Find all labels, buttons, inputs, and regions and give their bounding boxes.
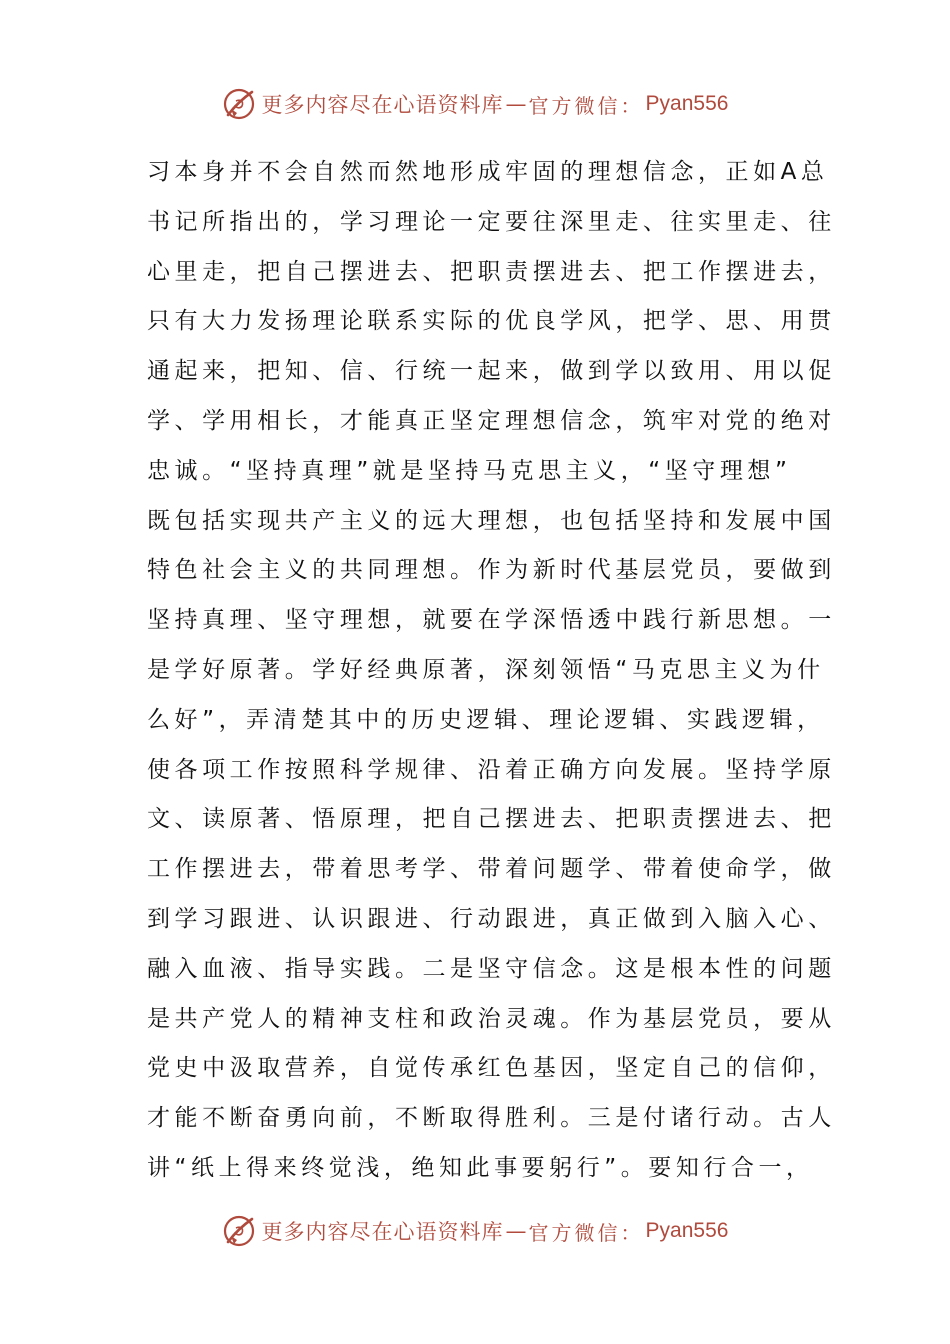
text-line: 到学习跟进、认识跟进、行动跟进，真正做到入脑入心、 bbox=[147, 905, 836, 932]
document-body bbox=[147, 148, 836, 1194]
text-line: 特色社会主义的共同理想。作为新时代基层党员，要做到 bbox=[147, 557, 836, 584]
watermark-wechat-id: Pyan556 bbox=[645, 1219, 729, 1242]
footer-watermark bbox=[0, 1211, 950, 1251]
text-line: 学、学用相长，才能真正坚定理想信念，筑牢对党的绝对 bbox=[147, 407, 836, 434]
text-line: 党史中汲取营养，自觉传承红色基因，坚定自己的信仰， bbox=[147, 1055, 836, 1082]
watermark-separator: — bbox=[505, 1219, 527, 1243]
text-line: 是学好原著。学好经典原著，深刻领悟“马克思主义为什 bbox=[147, 656, 825, 683]
text-line: 坚持真理、坚守理想，就要在学深悟透中践行新思想。一 bbox=[147, 607, 836, 634]
pen-logo-icon bbox=[222, 1214, 256, 1248]
header-watermark bbox=[0, 84, 950, 124]
text-line: 是共产党人的精神支柱和政治灵魂。作为基层党员，要从 bbox=[147, 1005, 836, 1032]
text-line: 只有大力发扬理论联系实际的优良学风，把学、思、用贯 bbox=[147, 308, 836, 335]
text-line: 使各项工作按照科学规律、沿着正确方向发展。坚持学原 bbox=[147, 756, 836, 783]
watermark-wechat-id: Pyan556 bbox=[645, 92, 729, 115]
text-line: 工作摆进去，带着思考学、带着问题学、带着使命学，做 bbox=[147, 856, 836, 883]
watermark-separator: — bbox=[505, 92, 527, 116]
watermark-main-text: 更多内容尽在心语资料库 bbox=[261, 1220, 504, 1244]
text-line: 心里走，把自己摆进去、把职责摆进去、把工作摆进去， bbox=[147, 258, 836, 285]
text-line: 融入血液、指导实践。二是坚守信念。这是根本性的问题 bbox=[147, 955, 836, 982]
watermark-label: 官方微信： bbox=[528, 1220, 644, 1245]
text-line: 才能不断奋勇向前，不断取得胜利。三是付诸行动。古人 bbox=[147, 1105, 836, 1132]
text-line: 文、读原著、悟原理，把自己摆进去、把职责摆进去、把 bbox=[147, 806, 836, 833]
watermark-main-text: 更多内容尽在心语资料库 bbox=[261, 93, 504, 117]
text-line: 书记所指出的，学习理论一定要往深里走、往实里走、往 bbox=[147, 208, 836, 235]
text-line: 讲“纸上得来终觉浅，绝知此事要躬行”。要知行合一， bbox=[147, 1154, 814, 1181]
text-line: 么好”，弄清楚其中的历史逻辑、理论逻辑、实践逻辑， bbox=[147, 706, 825, 733]
text-line: 通起来，把知、信、行统一起来，做到学以致用、用以促 bbox=[147, 358, 836, 385]
pen-logo-icon bbox=[222, 87, 256, 121]
text-line: 习本身并不会自然而然地形成牢固的理想信念，正如A总 bbox=[147, 159, 829, 185]
text-line: 既包括实现共产主义的远大理想，也包括坚持和发展中国 bbox=[147, 507, 836, 534]
text-line: 忠诚。“坚持真理”就是坚持马克思主义，“坚守理想” bbox=[147, 457, 792, 484]
watermark-label: 官方微信： bbox=[528, 93, 644, 118]
